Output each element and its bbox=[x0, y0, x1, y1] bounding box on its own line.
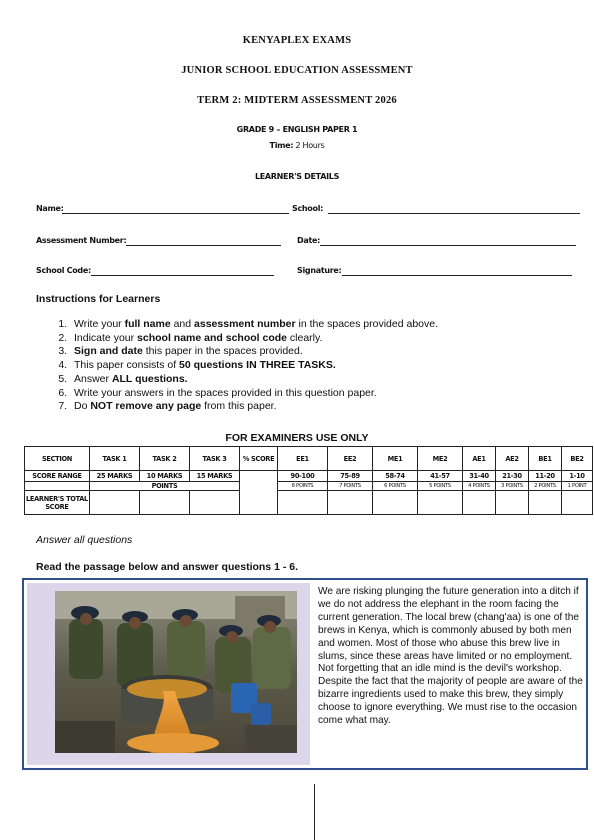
points-label: POINTS bbox=[90, 482, 240, 491]
instructions-title: Instructions for Learners bbox=[36, 293, 161, 305]
paper-title: GRADE 9 – ENGLISH PAPER 1 bbox=[236, 125, 358, 134]
time-line bbox=[0, 141, 594, 150]
score-pct-cell[interactable] bbox=[240, 471, 278, 515]
points-cell: 6 POINTS bbox=[373, 482, 418, 491]
signature-label: Signature: bbox=[297, 266, 342, 275]
points-cell: 7 POINTS bbox=[328, 482, 373, 491]
range-cell: 1-10 bbox=[562, 471, 593, 482]
level-header: BE1 bbox=[529, 447, 562, 471]
points-cell: 1 POINT bbox=[562, 482, 593, 491]
list-item: 6. Write your answers in the spaces provided in this question paper. bbox=[70, 387, 438, 401]
range-cell: 41-57 bbox=[418, 471, 463, 482]
table-row bbox=[25, 482, 593, 491]
points-cell: 2 POINTS bbox=[529, 482, 562, 491]
list-item: 1. Write your full name and assessment number in the spaces provided above. bbox=[70, 318, 438, 332]
range-cell: 11-20 bbox=[529, 471, 562, 482]
range-cell: 31-40 bbox=[463, 471, 496, 482]
marks-cell: 10 MARKS bbox=[140, 471, 190, 482]
term-title: TERM 2: MIDTERM ASSESSMENT 2026 bbox=[197, 95, 397, 106]
score-input-cell[interactable] bbox=[140, 491, 190, 515]
passage-text: We are risking plunging the future generation into a ditch if we do not address the elephant in the room facing the current generation. The local brew (chang'aa) is one of the brews in Kenya, which is commonly abused by both men and women. Most of those who abuse this brew live in slums, since these areas have limited or no employment. Not forgetting that an idle mind is the devil's workshop. Despite the fact that the majority of people are aware of the bizarre ingredients used to make this brew, they simply choose to ignore everything. We must rise to the occasion come what may. bbox=[318, 586, 583, 727]
score-input-cell[interactable] bbox=[328, 491, 373, 515]
level-header: EE2 bbox=[328, 447, 373, 471]
list-item: 7. Do NOT remove any page from this paper. bbox=[70, 400, 438, 414]
level-header: ME2 bbox=[418, 447, 463, 471]
table-row bbox=[25, 491, 593, 515]
level-header: ME1 bbox=[373, 447, 418, 471]
divider-line bbox=[314, 784, 315, 840]
level-header: AE2 bbox=[496, 447, 529, 471]
table-row bbox=[25, 447, 593, 471]
level-header: BE2 bbox=[562, 447, 593, 471]
examiners-table bbox=[24, 446, 593, 515]
answer-all-note: Answer all questions bbox=[36, 534, 133, 546]
table-row bbox=[25, 471, 593, 482]
range-cell: 90-100 bbox=[278, 471, 328, 482]
level-header: AE1 bbox=[463, 447, 496, 471]
score-input-cell[interactable] bbox=[190, 491, 240, 515]
score-input-cell[interactable] bbox=[496, 491, 529, 515]
score-pct-header: % SCORE bbox=[240, 447, 278, 471]
school-code-label: School Code: bbox=[36, 266, 91, 275]
assessment-number-field[interactable] bbox=[126, 245, 281, 246]
section-header: SECTION bbox=[25, 447, 90, 471]
learner-total-label: LEARNER'S TOTAL SCORE bbox=[25, 491, 90, 515]
task1-header: TASK 1 bbox=[90, 447, 140, 471]
read-passage-heading: Read the passage below and answer questions 1 - 6. bbox=[36, 561, 298, 573]
date-field[interactable] bbox=[320, 245, 576, 246]
learner-details-heading: LEARNER'S DETAILS bbox=[254, 172, 340, 181]
name-field[interactable] bbox=[62, 213, 289, 214]
range-cell: 75-89 bbox=[328, 471, 373, 482]
range-cell: 58-74 bbox=[373, 471, 418, 482]
points-cell: 4 POINTS bbox=[463, 482, 496, 491]
list-item: 4. This paper consists of 50 questions IN THREE TASKS. bbox=[70, 359, 438, 373]
school-code-field[interactable] bbox=[91, 275, 274, 276]
brew-destruction-photo bbox=[55, 591, 297, 753]
score-input-cell[interactable] bbox=[278, 491, 328, 515]
date-label: Date: bbox=[297, 236, 320, 245]
points-cell: 5 POINTS bbox=[418, 482, 463, 491]
points-cell: 3 POINTS bbox=[496, 482, 529, 491]
task2-header: TASK 2 bbox=[140, 447, 190, 471]
list-item: 5. Answer ALL questions. bbox=[70, 373, 438, 387]
assessment-number-label: Assessment Number: bbox=[36, 236, 127, 245]
range-cell: 21-30 bbox=[496, 471, 529, 482]
score-input-cell[interactable] bbox=[463, 491, 496, 515]
name-label: Name: bbox=[36, 204, 64, 213]
score-input-cell[interactable] bbox=[529, 491, 562, 515]
list-item: 3. Sign and date this paper in the spaces provided. bbox=[70, 345, 438, 359]
school-label: School: bbox=[292, 204, 324, 213]
list-item: 2. Indicate your school name and school code clearly. bbox=[70, 332, 438, 346]
score-input-cell[interactable] bbox=[562, 491, 593, 515]
time-label: Time: bbox=[269, 141, 294, 150]
level-header: EE1 bbox=[278, 447, 328, 471]
examiners-title: FOR EXAMINERS USE ONLY bbox=[225, 432, 369, 444]
score-input-cell[interactable] bbox=[373, 491, 418, 515]
time-value: 2 Hours bbox=[295, 141, 325, 150]
assessment-title: JUNIOR SCHOOL EDUCATION ASSESSMENT bbox=[181, 65, 413, 76]
score-input-cell[interactable] bbox=[418, 491, 463, 515]
score-range-label: SCORE RANGE bbox=[25, 471, 90, 482]
marks-cell: 15 MARKS bbox=[190, 471, 240, 482]
instructions-list bbox=[36, 318, 438, 414]
school-field[interactable] bbox=[328, 213, 580, 214]
task3-header: TASK 3 bbox=[190, 447, 240, 471]
blank-cell bbox=[25, 482, 90, 491]
score-input-cell[interactable] bbox=[90, 491, 140, 515]
exam-org: KENYAPLEX EXAMS bbox=[242, 35, 352, 46]
marks-cell: 25 MARKS bbox=[90, 471, 140, 482]
signature-field[interactable] bbox=[342, 275, 572, 276]
points-cell: 8 POINTS bbox=[278, 482, 328, 491]
